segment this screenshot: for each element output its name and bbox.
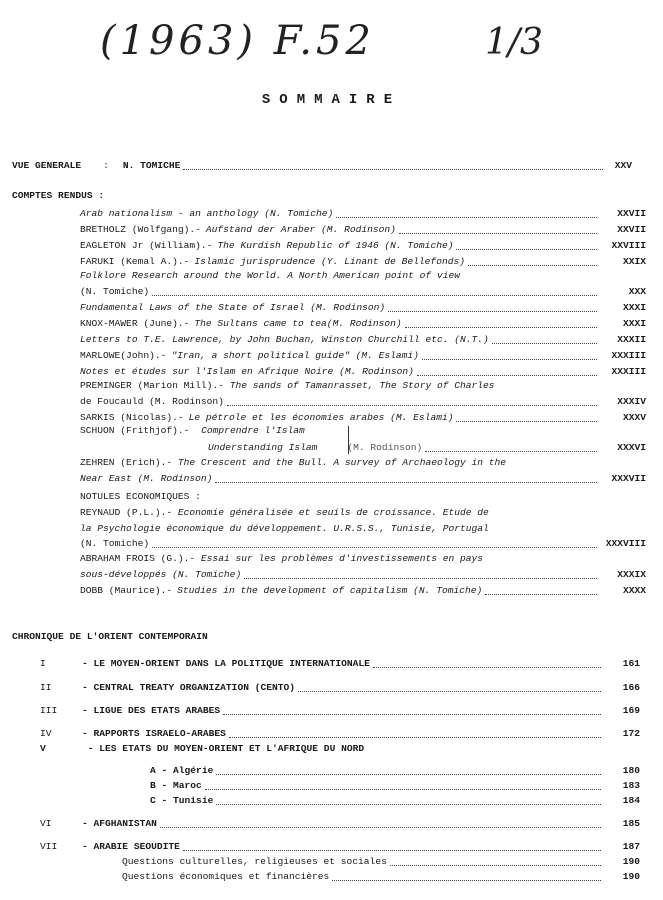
toc-entry-line <box>80 457 506 468</box>
entry-text: Islamic jurisprudence (Y. Linant de Bellefonds) <box>194 256 465 267</box>
toc-entry-line <box>80 523 489 534</box>
page-number: XXXI <box>622 302 646 313</box>
handwritten-reference: (1963) F.52 <box>100 18 375 64</box>
entry-text: - LE MOYEN-ORIENT DANS LA POLITIQUE INTERNATIONALE <box>82 658 370 669</box>
entry-text: "Iran, a short political guide" (M. Eslami) <box>171 350 419 361</box>
page-number: XXXV <box>622 412 646 423</box>
leader-dots <box>417 375 597 376</box>
entry-text: la Psychologie économique du développement. U.R.S.S., Tunisie, Portugal <box>80 523 489 534</box>
page-number: XXXVI <box>617 442 646 453</box>
entry-author: BRETHOLZ (Wolfgang).- <box>80 224 201 235</box>
entry-author: REYNAUD (P.L.).- <box>80 507 173 518</box>
toc-entry <box>80 350 646 362</box>
toc-entry <box>40 705 640 717</box>
page-title: SOMMAIRE <box>261 92 402 108</box>
entry-text: - CENTRAL TREATY ORGANIZATION (CENTO) <box>82 682 296 693</box>
leader-dots <box>399 233 597 234</box>
entry-text: B - Maroc <box>150 780 202 791</box>
entry-number: VI <box>40 818 52 829</box>
toc-entry <box>40 658 640 670</box>
entry-text: Letters to T.E. Lawrence, by John Buchan, Winston Churchill etc. (N.T.) <box>80 334 489 345</box>
page-number: 190 <box>622 871 640 882</box>
entry-text: (N. Tomiche) <box>80 286 150 297</box>
chronique-heading: CHRONIQUE DE L'ORIENT CONTEMPORAIN <box>12 631 208 642</box>
toc-entry <box>40 841 640 853</box>
leader-dots <box>456 421 597 422</box>
toc-entry <box>80 569 646 581</box>
page-number: 169 <box>622 705 640 716</box>
toc-entry <box>80 240 646 252</box>
leader-dots <box>390 865 601 866</box>
toc-entry <box>80 256 646 268</box>
toc-entry-line <box>80 270 460 281</box>
entry-author: PREMINGER (Marion Mill).- <box>80 380 224 391</box>
entry-text: The Kurdish Republic of 1946 (N. Tomiche) <box>217 240 454 251</box>
page-number: XXXII <box>617 334 646 345</box>
entry-author: KNOX-MAWER (June).- <box>80 318 190 329</box>
entry-text: (N. Tomiche) <box>80 538 150 549</box>
toc-entry <box>80 302 646 314</box>
page-number: 187 <box>622 841 640 852</box>
entry-text: Studies in the development of capitalism (N. Tomiche) <box>177 585 483 596</box>
page-number: 172 <box>622 728 640 739</box>
page-number: 180 <box>622 765 640 776</box>
entry-text: - LIGUE DES ETATS ARABES <box>82 705 221 716</box>
handwritten-volume: 1/3 <box>485 22 543 63</box>
entry-text: Le pétrole et les économies arabes (M. Eslami) <box>188 412 454 423</box>
leader-dots <box>405 327 597 328</box>
leader-dots <box>216 774 601 775</box>
toc-entry-line <box>80 380 495 391</box>
leader-dots <box>215 482 597 483</box>
vue-generale-author: N. TOMICHE <box>122 160 181 171</box>
entry-text: - RAPPORTS ISRAELO-ARABES <box>82 728 226 739</box>
toc-entry <box>80 412 646 424</box>
leader-dots <box>244 578 597 579</box>
page-number: 190 <box>622 856 640 867</box>
leader-dots <box>468 265 597 266</box>
entry-text: Economie généralisée et seuils de croissance. Etude de <box>177 507 489 518</box>
entry-text: C - Tunisie <box>150 795 214 806</box>
page-number: XXVII <box>617 224 646 235</box>
toc-entry <box>150 795 640 807</box>
entry-author: DOBB (Maurice).- <box>80 585 173 596</box>
page-number: XXXX <box>622 585 646 596</box>
toc-entry <box>80 318 646 330</box>
vue-generale-row <box>12 160 632 172</box>
entry-text: Arab nationalism - an anthology (N. Tomiche) <box>80 208 334 219</box>
page-number: 161 <box>622 658 640 669</box>
entry-number: V <box>40 743 46 754</box>
toc-entry-line <box>80 553 483 564</box>
leader-dots <box>332 880 601 881</box>
leader-dots <box>227 405 597 406</box>
entry-text: de Foucauld (M. Rodinson) <box>80 396 224 407</box>
page-number: 166 <box>622 682 640 693</box>
leader-dots <box>223 714 601 715</box>
entry-text: Questions économiques et financières <box>122 871 330 882</box>
toc-entry <box>122 856 640 868</box>
leader-dots <box>492 343 597 344</box>
entry-text: Comprendre l'Islam <box>201 425 305 436</box>
vue-generale-label: VUE GENERALE <box>12 160 82 171</box>
entry-author: EAGLETON Jr (William).- <box>80 240 213 251</box>
entry-author: ZEHREN (Erich).- <box>80 457 173 468</box>
entry-text: Fundamental Laws of the State of Israel (M. Rodinson) <box>80 302 386 313</box>
entry-number: II <box>40 682 52 693</box>
entry-author: MARLOWE(John).- <box>80 350 167 361</box>
entry-author: FARUKI (Kemal A.).- <box>80 256 190 267</box>
entry-reviewer: (M. Rodinson) <box>347 442 423 453</box>
page-number: XXXI <box>622 318 646 329</box>
entry-text: The sands of Tamanrasset, The Story of Charles <box>229 380 495 391</box>
page-number: XXXIII <box>611 366 646 377</box>
leader-dots <box>160 827 601 828</box>
leader-dots <box>456 249 597 250</box>
toc-entry <box>40 818 640 830</box>
page-number: XXXVII <box>611 473 646 484</box>
page-number: XXIX <box>622 256 646 267</box>
toc-entry <box>40 682 640 694</box>
comptes-rendus-heading: COMPTES RENDUS : <box>12 190 105 201</box>
toc-entry-line <box>80 507 489 518</box>
entry-text: Aufstand der Araber (M. Rodinson) <box>205 224 396 235</box>
entry-author: ABRAHAM FROIS (G.).- <box>80 553 196 564</box>
entry-text: Notes et études sur l'Islam en Afrique Noire (M. Rodinson) <box>80 366 414 377</box>
entry-text: The Sultans came to tea(M. Rodinson) <box>194 318 402 329</box>
leader-dots <box>205 789 601 790</box>
leader-dots <box>373 667 601 668</box>
toc-entry <box>40 728 640 740</box>
page-number: XXXIV <box>617 396 646 407</box>
notules-heading: NOTULES ECONOMIQUES : <box>80 491 201 502</box>
toc-entry <box>80 585 646 597</box>
toc-entry <box>80 286 646 298</box>
entry-author: SARKIS (Nicolas).- <box>80 412 184 423</box>
leader-dots <box>229 737 601 738</box>
entry-text: A - Algérie <box>150 765 214 776</box>
toc-entry <box>80 224 646 236</box>
page-number: XXVII <box>617 208 646 219</box>
entry-text: sous-développés (N. Tomiche) <box>80 569 242 580</box>
toc-entry <box>80 208 646 220</box>
leader-dots <box>152 547 597 548</box>
entry-text: - LES ETATS DU MOYEN-ORIENT ET L'AFRIQUE DU NORD <box>87 743 365 754</box>
leader-dots <box>183 850 601 851</box>
toc-entry <box>80 538 646 550</box>
page-number: XXXIII <box>611 350 646 361</box>
leader-dots <box>485 594 597 595</box>
vue-generale-sep: : <box>103 160 109 171</box>
toc-entry <box>150 765 640 777</box>
entry-text: Near East (M. Rodinson) <box>80 473 213 484</box>
entry-number: I <box>40 658 46 669</box>
entry-text: - AFGHANISTAN <box>82 818 157 829</box>
leader-dots <box>336 217 597 218</box>
entry-text: Questions culturelles, religieuses et sociales <box>122 856 387 867</box>
toc-entry-line <box>80 425 305 436</box>
toc-entry-line <box>40 743 364 754</box>
leader-dots <box>388 311 597 312</box>
page-number: XXV <box>614 160 632 171</box>
leader-dots <box>422 359 597 360</box>
toc-entry <box>80 473 646 485</box>
page-number: XXXIX <box>617 569 646 580</box>
page-number: 183 <box>622 780 640 791</box>
leader-dots <box>183 169 603 170</box>
leader-dots <box>425 451 597 452</box>
entry-number: VII <box>40 841 58 852</box>
toc-entry <box>80 396 646 408</box>
toc-entry <box>80 366 646 378</box>
toc-entry <box>208 442 646 454</box>
page-number: 184 <box>622 795 640 806</box>
leader-dots <box>298 691 601 692</box>
toc-entry <box>150 780 640 792</box>
leader-dots <box>216 804 601 805</box>
leader-dots <box>152 295 597 296</box>
entry-text: Folklore Research around the World. A North American point of view <box>80 270 460 281</box>
page-number: XXXVIII <box>605 538 646 549</box>
page-number: 185 <box>622 818 640 829</box>
toc-entry <box>80 334 646 346</box>
page-number: XXVIII <box>611 240 646 251</box>
entry-number: IV <box>40 728 52 739</box>
entry-author: SCHUON (Frithjof).- <box>80 425 190 436</box>
entry-text: The Crescent and the Bull. A survey of Archaeology in the <box>177 457 507 468</box>
entry-text: Essai sur les problèmes d'investissements en pays <box>200 553 484 564</box>
page-number: XXX <box>628 286 646 297</box>
entry-text: Understanding Islam <box>208 442 318 453</box>
entry-text: - ARABIE SEOUDITE <box>82 841 180 852</box>
entry-number: III <box>40 705 58 716</box>
toc-entry <box>122 871 640 883</box>
